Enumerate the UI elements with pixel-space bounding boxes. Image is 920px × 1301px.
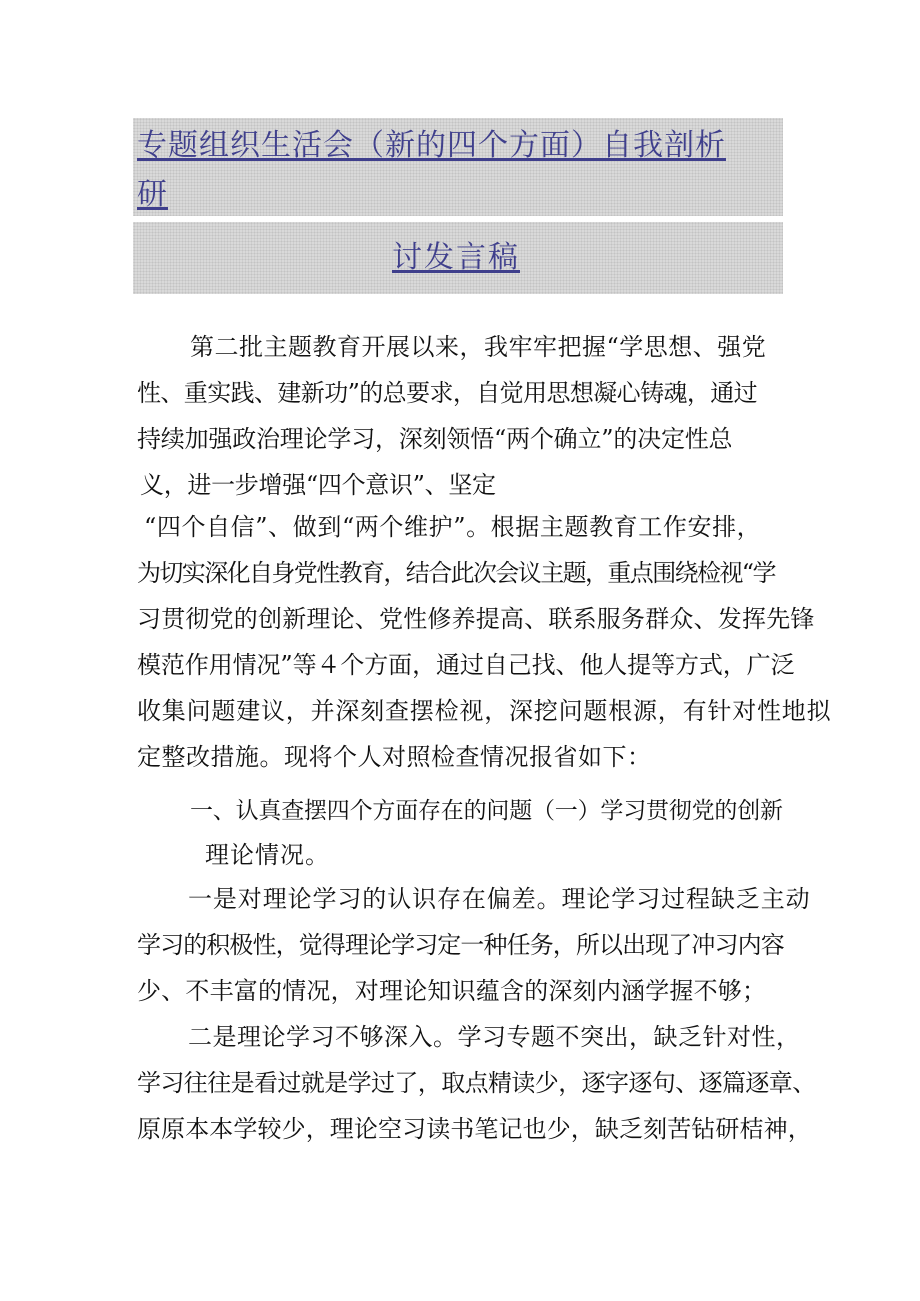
body-line: 习贯彻党的创新理论、党性修养提高、联系服务群众、发挥先锋 [137, 605, 815, 633]
body-line: 原原本本学较少，理论空习读书笔记也少，缺乏刻苦钻研桔神， [137, 1115, 812, 1143]
document-title-line-1: 专题组织生活会（新的四个方面）自我剖析 [137, 128, 726, 163]
body-line: 为切实深化自身党性教育，结合此次会议主题，重点围绕检视“学 [137, 559, 775, 587]
body-line: 性、重实践、建新功”的总要求，自觉用思想凝心铸魂，通过 [137, 379, 758, 407]
body-line: 收集问题建议，并深刻查摆检视，深挖问题根源，有针对性地拟 [137, 697, 832, 725]
title-band-top [133, 118, 783, 216]
title-band-bottom [133, 222, 783, 294]
body-line: “四个自信”、做到“两个维护”。根据主题教育工作安排， [144, 513, 762, 541]
body-line: 模范作用情况”等４个方面，通过自己找、他人提等方式，广泛 [137, 651, 795, 679]
body-line: 义，进一步增强“四个意识”、坚定 [140, 471, 496, 499]
document-title-line-3: 讨发言稿 [392, 240, 520, 275]
body-line: 定整改措施。现将个人对照检查情况报省如下： [137, 743, 652, 771]
body-line: 第二批主题教育开展以来，我牢牢把握“学思想、强党 [190, 333, 767, 361]
body-line: 一是对理论学习的认识存在偏差。理论学习过程缺乏主动 [188, 885, 811, 913]
document-title-line-2: 研 [137, 177, 168, 212]
body-line: 理论情况。 [205, 841, 330, 869]
body-line: 持续加强政治理论学习，深刻领悟“两个确立”的决定性总 [137, 425, 733, 453]
body-line: 少、不丰富的情况，对理论知识蕴含的深刻内涵学握不够； [137, 977, 767, 1005]
section-heading: 一、认真查摆四个方面存在的问题（一）学习贯彻党的创新 [190, 798, 783, 824]
body-line: 学习的积极性，觉得理论学习定一种任务，所以出现了冲习内容 [137, 931, 784, 959]
body-line: 二是理论学习不够深入。学习专题不突出，缺乏针对性， [188, 1023, 801, 1051]
body-line: 学习往往是看过就是学过了，取点精读少，逐字逐句、逐篇逐章、 [137, 1069, 816, 1097]
